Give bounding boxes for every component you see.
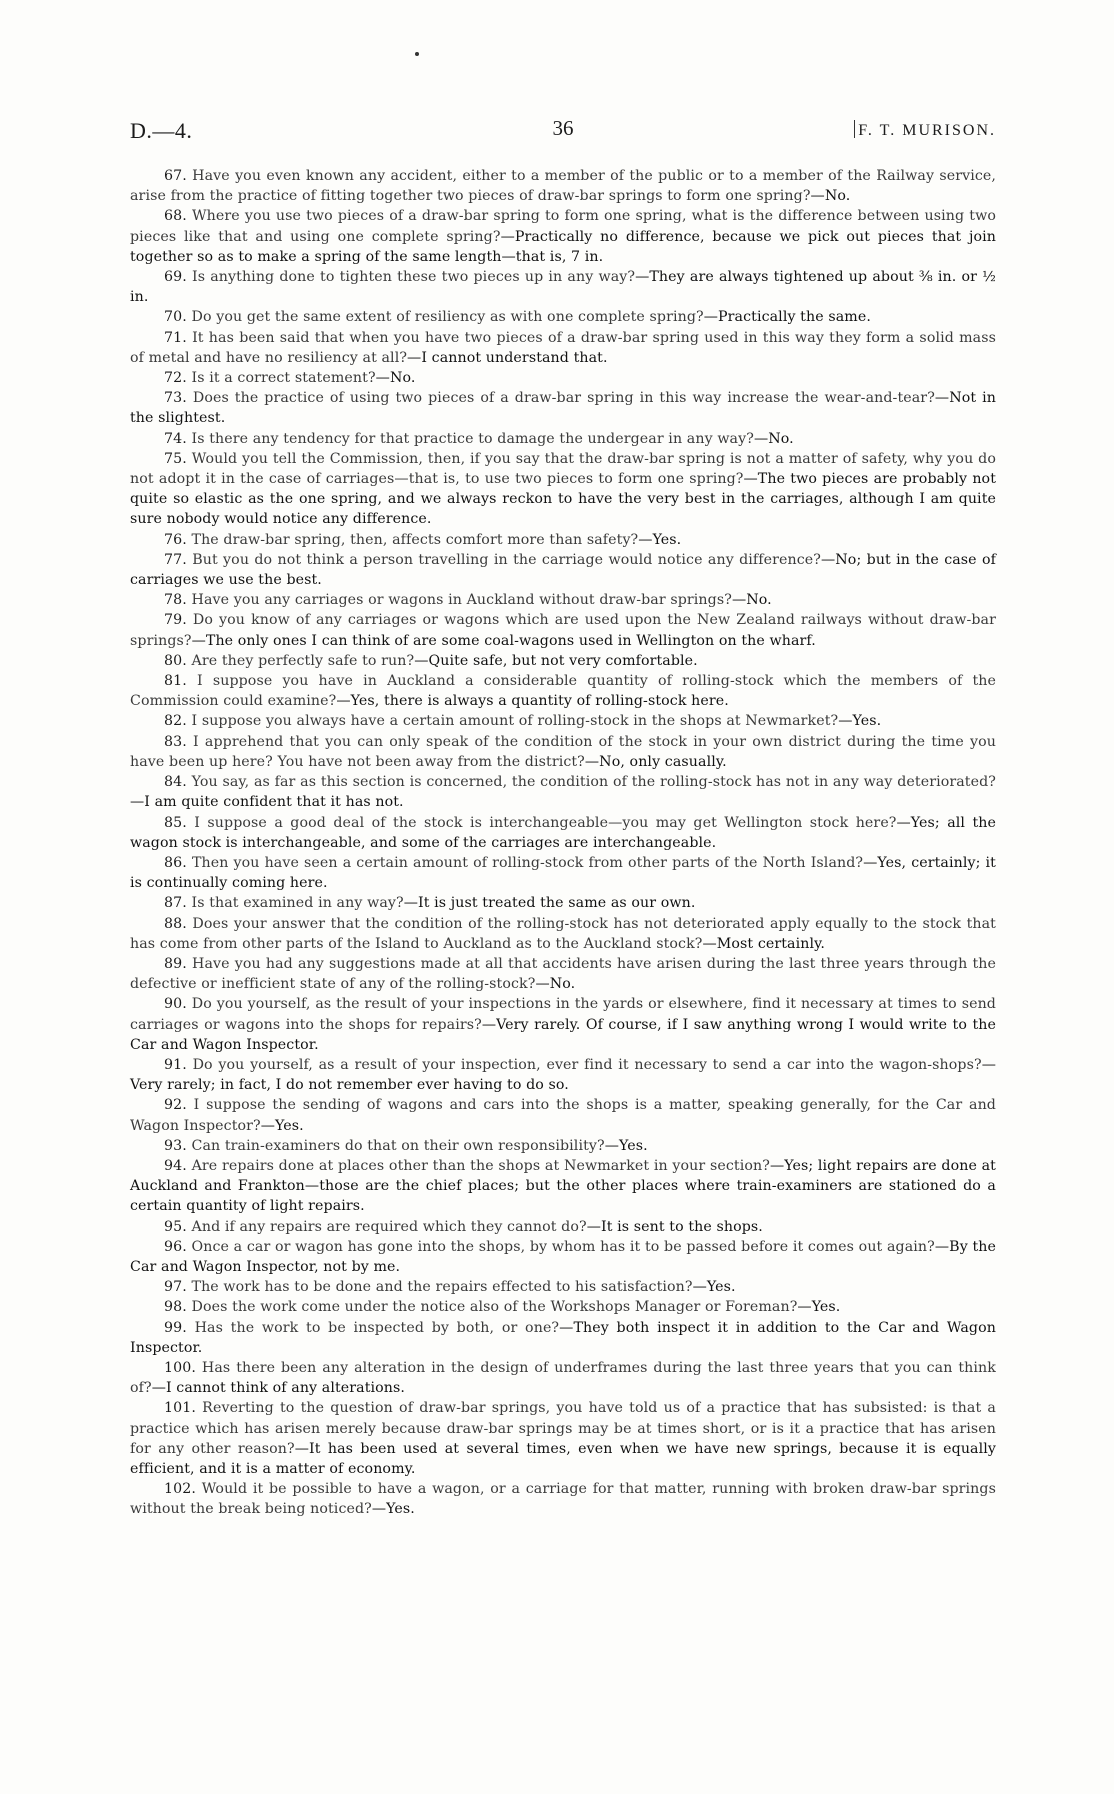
question-number: 88. [164,915,187,932]
question-text: I suppose you always have a certain amount of rolling-stock in the shops at Newmarket? [191,713,839,730]
question-number: 92. [164,1097,187,1114]
question-text: Reverting to the question of draw-bar springs, you have told us of a practice that has subsisted: is that a practice which has arisen merely because draw-bar springs may be at times short, or is it a practice that has arisen for any other reason? [130,1400,996,1457]
answer-text: —No. [810,188,851,205]
question-text: The work has to be done and the repairs effected to his satisfaction? [191,1279,693,1296]
testimony-entry [130,328,996,368]
question-text: Then you have seen a certain amount of rolling-stock from other parts of the North Island? [191,854,864,871]
document-reference: D.—4. [130,118,193,143]
answer-text: —By the Car and Wagon Inspector, not by me. [130,1238,996,1275]
testimony-entry [130,206,996,267]
question-number: 90. [164,996,187,1013]
question-text: Do you yourself, as a result of your inspection, ever find it necessary to send a car into the wagon-shops? [192,1056,982,1073]
question-text: Where you use two pieces of a draw-bar spring to form one spring, what is the difference between using two pieces like that and using one complete spring? [130,208,996,245]
question-text: Do you yourself, as the result of your inspections in the yards or elsewhere, find it necessary at times to send carriages or wagons into the shops for repairs? [130,996,996,1033]
question-text: Has the work to be inspected by both, or one? [194,1319,560,1336]
testimony-entry [130,590,996,610]
question-text: Can train-examiners do that on their own responsibility? [191,1137,605,1154]
answer-text: —I cannot think of any alterations. [151,1380,406,1397]
testimony-entry [130,1217,996,1237]
answer-text: —Yes, certainly; it is continually coming here. [130,854,996,892]
testimony-entry [130,530,996,550]
testimony-entry [130,954,996,994]
answer-text: —It is sent to the shops. [586,1218,763,1235]
testimony-entry [130,449,996,530]
witness-name [854,120,996,140]
answer-text: —Very rarely. Of course, if I saw anything wrong I would write to the Car and Wagon Inspector. [130,1016,996,1053]
testimony-entry [130,1055,996,1095]
testimony-entry [130,813,996,853]
answer-text: —Yes. [371,1501,415,1518]
question-number: 83. [164,733,187,750]
testimony-entry [130,429,996,449]
question-text: Does the work come under the notice also of the Workshops Manager or Foreman? [191,1299,798,1316]
testimony-entry [130,651,996,671]
question-number: 95. [164,1218,187,1235]
answer-text: —Yes; light repairs are done at Auckland and Frankton—those are the chief places; but the other places where train-examiners are stationed do a certain quantity of light repairs. [130,1157,996,1215]
question-text: Does the practice of using two pieces of a draw-bar spring in this way increase the wear-and-tear? [192,390,935,407]
question-number: 102. [164,1481,196,1498]
question-number: 77. [164,551,187,568]
question-text: I suppose the sending of wagons and cars into the shops is a matter, speaking generally, for the Car and Wagon Inspector? [130,1097,996,1134]
answer-text: —No. [535,976,576,993]
question-text: Would you tell the Commission, then, if you say that the draw-bar spring is not a matter of safety, why you do not adopt it in the case of carriages—that is, to use two pieces to form one spring? [130,450,996,488]
question-text: Once a car or wagon has gone into the shops, by whom has it to be passed before it comes out again? [191,1238,935,1255]
question-number: 82. [164,713,187,730]
testimony-entry [130,1277,996,1297]
question-text: Is it a correct statement? [191,370,376,387]
answer-text: —They both inspect it in addition to the Car and Wagon Inspector. [130,1319,996,1356]
question-text: Have you even known any accident, either to a member of the public or to a member of the Railway service, arise from the practice of fitting together two pieces of draw-bar springs to form one spring? [130,168,996,205]
question-text: Do you know of any carriages or wagons which are used upon the New Zealand railways without draw-bar springs? [130,612,996,649]
question-number: 93. [164,1137,187,1154]
question-number: 81. [164,673,187,690]
testimony-entry [130,1237,996,1277]
question-number: 67. [164,168,187,184]
question-number: 79. [164,612,187,629]
testimony-entry [130,711,996,731]
testimony-entry [130,1398,996,1479]
question-text: Is that examined in any way? [191,895,404,912]
answer-text: —No. [753,430,794,447]
testimony-entry [130,610,996,650]
testimony-entry [130,1479,996,1519]
question-text: Do you get the same extent of resiliency as with one complete spring? [191,309,704,326]
question-text: Have you had any suggestions made at all that accidents have arisen during the last three years through the defective or inefficient state of any of the rolling-stock? [130,955,996,993]
question-text: I apprehend that you can only speak of the condition of the stock in your own district during the time you have been up here? You have not been away from the district? [130,733,996,770]
question-text: I suppose you have in Auckland a considerable quantity of rolling-stock which the members of the Commission could examine? [130,673,996,710]
answer-text: —I cannot understand that. [407,349,608,366]
question-number: 75. [164,450,187,467]
question-text: Is there any tendency for that practice to damage the undergear in any way? [191,430,754,447]
question-text: Are they perfectly safe to run? [191,652,415,669]
question-number: 70. [164,309,187,326]
question-number: 91. [164,1056,187,1073]
answer-text: —The two pieces are probably not quite so elastic as the one spring, and we always reckon to have the very best in the carriages, although I am quite sure nobody would notice any difference. [130,471,997,528]
question-number: 68. [164,208,187,225]
testimony-entry [130,772,996,812]
testimony-entry [130,853,996,893]
answer-text: —Practically no difference, because we pick out pieces that join together so as to make a spring of the same length—that is, 7 in. [130,228,996,265]
question-number: 69. [164,269,187,286]
answer-text: —Yes. [838,713,882,730]
question-number: 72. [164,370,187,387]
question-number: 100. [164,1359,196,1376]
question-number: 99. [164,1319,187,1336]
header-rule [854,120,855,138]
answer-text: —Yes; all the wagon stock is interchangeable, and some of the carriages are interchangeable. [130,814,996,851]
question-text: Have you any carriages or wagons in Auckland without draw-bar springs? [191,592,732,609]
question-number: 85. [164,814,187,831]
answer-text: —No. [731,592,772,609]
testimony-body [130,166,996,1520]
question-text: Does your answer that the condition of the rolling-stock has not deteriorated apply equally to the stock that has come from other parts of the Island to Auckland as to the Auckland stock? [130,915,996,952]
question-text: It has been said that when you have two pieces of a draw-bar spring used in this way they form a solid mass of metal and have no resiliency at all? [130,329,996,366]
answer-text: —It has been used at several times, even when we have new springs, because it is equally efficient, and it is a matter of economy. [130,1440,997,1477]
question-text: You say, as far as this section is concerned, the condition of the rolling-stock has not in any way deteriorated? [191,774,996,791]
answer-text: —It is just treated the same as our own. [403,895,696,912]
question-text: I suppose a good deal of the stock is interchangeable—you may get Wellington stock here? [194,814,897,831]
question-number: 74. [164,430,187,447]
question-number: 71. [164,329,187,346]
testimony-entry [130,1095,996,1135]
answer-text: —The only ones I can think of are some coal-wagons used in Wellington on the wharf. [191,632,816,649]
testimony-entry [130,914,996,954]
testimony-entry [130,671,996,711]
question-number: 94. [164,1157,187,1174]
testimony-entry [130,1297,996,1317]
question-number: 86. [164,854,187,871]
question-number: 96. [164,1238,187,1255]
question-number: 89. [164,955,187,972]
answer-text: —They are always tightened up about ⅜ in. or ½ in. [130,269,996,306]
testimony-entry [130,267,996,307]
question-number: 101. [164,1400,196,1417]
question-text: The draw-bar spring, then, affects comfort more than safety? [191,531,639,548]
answer-text: —Yes. [692,1279,736,1296]
question-text: Is anything done to tighten these two pieces up in any way? [192,269,636,286]
testimony-entry [130,732,996,772]
testimony-entry [130,1358,996,1398]
answer-text: —I am quite confident that it has not. [130,794,404,811]
testimony-entry [130,307,996,327]
question-text: Has there been any alteration in the design of underframes during the last three years that you can think of? [130,1359,996,1397]
question-number: 76. [164,531,187,548]
question-text: But you do not think a person travelling in the carriage would notice any difference? [192,551,821,568]
answer-text: —No, only casually. [584,753,727,770]
page-number: 36 [552,116,574,140]
testimony-entry [130,166,996,206]
answer-text: —Yes. [797,1299,841,1316]
answer-text: —Very rarely; in fact, I do not remember ever having to do so. [130,1056,996,1094]
testimony-entry [130,388,996,428]
answer-text: —Quite safe, but not very comfortable. [414,652,698,669]
question-text: Are repairs done at places other than the shops at Newmarket in your section? [191,1157,770,1174]
question-number: 87. [164,895,187,912]
answer-text: —Yes. [604,1137,648,1154]
answer-text: —Yes, there is always a quantity of rolling-stock here. [336,693,729,710]
question-text: And if any repairs are required which they cannot do? [191,1218,587,1235]
question-number: 80. [164,652,187,669]
testimony-entry [130,368,996,388]
answer-text: —No; but in the case of carriages we use the best. [130,551,996,589]
answer-text: —Not in the slightest. [130,390,996,427]
question-number: 97. [164,1279,187,1296]
testimony-entry [130,550,996,590]
question-text: Would it be possible to have a wagon, or a carriage for that matter, running with broken draw-bar springs without the break being noticed? [130,1481,996,1518]
answer-text: —Yes. [638,531,682,548]
answer-text: —Most certainly. [702,935,825,952]
testimony-entry [130,1318,996,1358]
witness-name-text: F. T. MURISON. [858,122,996,139]
ink-speck [415,52,419,56]
testimony-entry [130,1136,996,1156]
page-header [130,118,996,148]
question-number: 73. [164,390,187,407]
answer-text: —No. [375,370,416,387]
testimony-entry [130,1156,996,1217]
question-number: 98. [164,1299,187,1316]
answer-text: —Practically the same. [703,309,871,326]
question-number: 78. [164,592,187,609]
question-number: 84. [164,774,187,791]
testimony-entry [130,994,996,1055]
answer-text: —Yes. [260,1117,304,1134]
testimony-entry [130,893,996,913]
